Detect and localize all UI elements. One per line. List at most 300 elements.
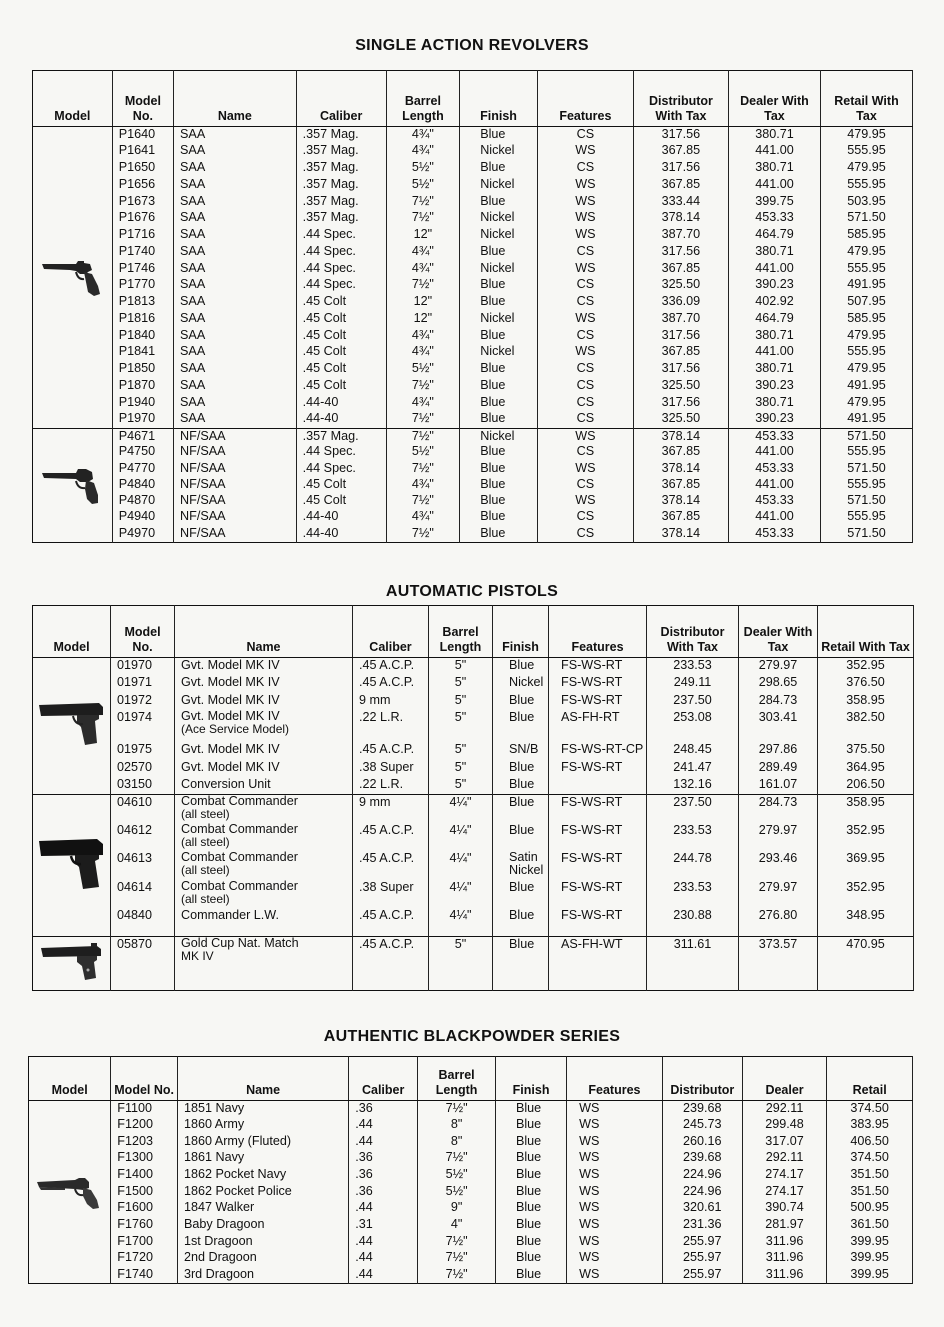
retail-price: 382.50	[818, 710, 914, 742]
barrel-length: 7½"	[418, 1150, 496, 1167]
model-number: P1676	[112, 210, 173, 227]
model-name: Gvt. Model MK IV	[175, 742, 353, 760]
retail-price: 555.95	[820, 143, 912, 160]
barrel-length: 7½"	[386, 526, 460, 542]
features: WS	[567, 1184, 663, 1201]
finish: Nickel	[493, 675, 549, 693]
retail-price: 571.50	[820, 493, 912, 509]
features: CS	[537, 244, 633, 261]
revolvers-title: SINGLE ACTION REVOLVERS	[355, 37, 589, 54]
table-row	[33, 361, 913, 378]
caliber: .45 A.C.P.	[353, 742, 429, 760]
table-row	[33, 177, 913, 194]
model-number: P4750	[112, 444, 173, 460]
model-name: Gvt. Model MK IV	[175, 658, 353, 676]
model-name-note: MK IV	[181, 948, 214, 963]
features: WS	[567, 1101, 663, 1118]
table-row	[33, 127, 913, 144]
dealer-price: 281.97	[742, 1217, 827, 1234]
model-name: 1862 Pocket Police	[177, 1184, 348, 1201]
barrel-length: 5½"	[418, 1184, 496, 1201]
finish: Blue	[495, 1250, 566, 1267]
features: WS	[537, 311, 633, 328]
caliber: .44-40	[296, 395, 386, 412]
distributor-price: 233.53	[647, 823, 739, 851]
model-name: 3rd Dragoon	[177, 1267, 348, 1284]
model-name: NF/SAA	[174, 477, 297, 493]
table-row	[29, 1117, 913, 1134]
caliber: .36	[349, 1167, 418, 1184]
finish: Blue	[460, 361, 538, 378]
retail-price: 399.95	[827, 1234, 913, 1251]
model-name: SAA	[174, 244, 297, 261]
finish: Blue	[493, 936, 549, 990]
features: FS-WS-RT	[549, 851, 647, 879]
table-row	[33, 760, 914, 778]
header-features: Features	[549, 606, 647, 658]
retail-price: 479.95	[820, 361, 912, 378]
dealer-price: 441.00	[728, 143, 820, 160]
features: CS	[537, 526, 633, 542]
dealer-price: 298.65	[739, 675, 818, 693]
finish: Blue	[493, 760, 549, 778]
retail-price: 358.95	[818, 795, 914, 823]
features: WS	[537, 227, 633, 244]
model-name-note: (all steel)	[181, 863, 230, 878]
retail-price: 479.95	[820, 244, 912, 261]
barrel-length: 4¼"	[429, 880, 493, 908]
header-model: Model	[29, 1057, 111, 1101]
header-caliber: Caliber	[353, 606, 429, 658]
dealer-price: 464.79	[728, 311, 820, 328]
distributor-price: 367.85	[633, 261, 728, 278]
distributor-price: 244.78	[647, 851, 739, 879]
finish: Blue	[493, 777, 549, 795]
model-name: 1861 Navy	[177, 1150, 348, 1167]
barrel-length: 5"	[429, 693, 493, 711]
retail-price: 470.95	[818, 936, 914, 990]
table-row	[29, 1150, 913, 1167]
distributor-price: 378.14	[633, 526, 728, 542]
combat-commander-pistol-icon	[37, 833, 107, 897]
table-row	[33, 851, 914, 879]
retail-price: 571.50	[820, 428, 912, 444]
barrel-length: 7½"	[386, 493, 460, 509]
barrel-length: 7½"	[386, 411, 460, 428]
model-number: P1840	[112, 328, 173, 345]
model-name	[175, 823, 353, 851]
dealer-price: 311.96	[742, 1267, 827, 1284]
table-row	[29, 1250, 913, 1267]
dealer-price: 276.80	[739, 908, 818, 936]
model-name-text: Combat Commander	[181, 879, 298, 893]
caliber: .45 Colt	[296, 328, 386, 345]
model-name	[175, 795, 353, 823]
distributor-price: 378.14	[633, 428, 728, 444]
distributor-price: 317.56	[633, 328, 728, 345]
barrel-length: 5"	[429, 675, 493, 693]
finish: Nickel	[460, 227, 538, 244]
dealer-price: 311.96	[742, 1234, 827, 1251]
barrel-length: 7½"	[418, 1234, 496, 1251]
retail-price: 555.95	[820, 444, 912, 460]
model-number: P4940	[112, 509, 173, 525]
table-row	[29, 1101, 913, 1118]
features: WS	[567, 1234, 663, 1251]
features: WS	[537, 344, 633, 361]
model-number: P4870	[112, 493, 173, 509]
header-features: Features	[567, 1057, 663, 1101]
retail-price: 399.95	[827, 1250, 913, 1267]
barrel-length: 4¼"	[429, 823, 493, 851]
retail-price: 348.95	[818, 908, 914, 936]
caliber: .44	[349, 1234, 418, 1251]
retail-price: 352.95	[818, 658, 914, 676]
model-name-text: Combat Commander	[181, 822, 298, 836]
model-number: 04840	[111, 908, 175, 936]
finish: Blue	[493, 693, 549, 711]
table-row	[33, 477, 913, 493]
barrel-length: 7½"	[386, 194, 460, 211]
caliber: .45 A.C.P.	[353, 851, 429, 879]
distributor-price: 367.85	[633, 177, 728, 194]
finish: Nickel	[460, 177, 538, 194]
retail-price: 491.95	[820, 411, 912, 428]
finish: Blue	[495, 1117, 566, 1134]
features: WS	[567, 1267, 663, 1284]
model-name: NF/SAA	[174, 509, 297, 525]
distributor-price: 325.50	[633, 277, 728, 294]
caliber: .36	[349, 1101, 418, 1118]
caliber: .38 Super	[353, 760, 429, 778]
finish: Blue	[460, 411, 538, 428]
finish: Blue	[460, 277, 538, 294]
caliber: .36	[349, 1150, 418, 1167]
model-name	[175, 851, 353, 879]
finish: Nickel	[460, 428, 538, 444]
dealer-price: 441.00	[728, 509, 820, 525]
retail-price: 361.50	[827, 1217, 913, 1234]
barrel-length: 4¼"	[429, 795, 493, 823]
distributor-price: 387.70	[633, 227, 728, 244]
distributor-price: 248.45	[647, 742, 739, 760]
dealer-price: 380.71	[728, 244, 820, 261]
features: WS	[537, 194, 633, 211]
features: FS-WS-RT	[549, 693, 647, 711]
model-number: P1746	[112, 261, 173, 278]
header-barrel: Barrel Length	[418, 1057, 496, 1101]
finish: Blue	[495, 1167, 566, 1184]
model-number: F1720	[111, 1250, 178, 1267]
barrel-length: 4¾"	[386, 509, 460, 525]
distributor-price: 224.96	[662, 1167, 742, 1184]
dealer-price: 441.00	[728, 261, 820, 278]
dealer-price: 390.74	[742, 1200, 827, 1217]
table-row	[29, 1217, 913, 1234]
model-name: Gvt. Model MK IV	[175, 760, 353, 778]
model-number: F1200	[111, 1117, 178, 1134]
model-number: P1640	[112, 127, 173, 144]
finish: Blue	[460, 395, 538, 412]
model-name-text: Combat Commander	[181, 794, 298, 808]
dealer-price: 274.17	[742, 1167, 827, 1184]
barrel-length: 4¼"	[429, 908, 493, 936]
model-name: 1851 Navy	[177, 1101, 348, 1118]
model-name: 1860 Army (Fluted)	[177, 1134, 348, 1151]
retail-price: 479.95	[820, 395, 912, 412]
dealer-price: 399.75	[728, 194, 820, 211]
new-frontier-revolver-icon	[40, 459, 104, 511]
distributor-price: 325.50	[633, 378, 728, 395]
model-image-cell	[33, 127, 113, 429]
revolvers-table	[32, 70, 913, 543]
retail-price: 352.95	[818, 823, 914, 851]
model-name: Gvt. Model MK IV	[175, 675, 353, 693]
finish-text: Satin	[509, 851, 538, 865]
model-number: P1870	[112, 378, 173, 395]
retail-price: 585.95	[820, 311, 912, 328]
model-number: P1716	[112, 227, 173, 244]
features: CS	[537, 127, 633, 144]
barrel-length: 12"	[386, 227, 460, 244]
model-image-cell	[29, 1101, 111, 1284]
caliber: .44 Spec.	[296, 227, 386, 244]
model-number: 02570	[111, 760, 175, 778]
features: WS	[537, 428, 633, 444]
dealer-price: 317.07	[742, 1134, 827, 1151]
finish: Blue	[460, 461, 538, 477]
table-row	[33, 493, 913, 509]
pistols-title: AUTOMATIC PISTOLS	[385, 583, 559, 600]
finish: Blue	[460, 160, 538, 177]
features: FS-WS-RT	[549, 823, 647, 851]
barrel-length: 7½"	[386, 378, 460, 395]
retail-price: 555.95	[820, 261, 912, 278]
retail-price: 352.95	[818, 880, 914, 908]
header-finish: Finish	[495, 1057, 566, 1101]
header-dealer: Dealer	[742, 1057, 827, 1101]
caliber: .44-40	[296, 411, 386, 428]
header-retail: Retail With Tax	[820, 71, 912, 127]
barrel-length: 12"	[386, 311, 460, 328]
header-distributor: Distributor With Tax	[647, 606, 739, 658]
retail-price: 374.50	[827, 1150, 913, 1167]
features: CS	[537, 160, 633, 177]
table-row	[33, 675, 914, 693]
barrel-length: 5½"	[418, 1167, 496, 1184]
pistols-table	[32, 605, 914, 991]
finish: Blue	[493, 795, 549, 823]
dealer-price: 441.00	[728, 477, 820, 493]
table-row	[33, 244, 913, 261]
model-name: SAA	[174, 177, 297, 194]
barrel-length: 8"	[418, 1134, 496, 1151]
features: CS	[537, 444, 633, 460]
header-dealer: Dealer With Tax	[728, 71, 820, 127]
retail-price: 555.95	[820, 477, 912, 493]
header-caliber: Caliber	[296, 71, 386, 127]
model-name	[175, 880, 353, 908]
distributor-price: 317.56	[633, 160, 728, 177]
model-name-note: (all steel)	[181, 834, 230, 849]
header-distributor: Distributor	[662, 1057, 742, 1101]
dealer-price: 274.17	[742, 1184, 827, 1201]
barrel-length: 7½"	[418, 1250, 496, 1267]
model-name: NF/SAA	[174, 444, 297, 460]
barrel-length: 5"	[429, 777, 493, 795]
dealer-price: 289.49	[739, 760, 818, 778]
barrel-length: 5½"	[386, 444, 460, 460]
distributor-price: 237.50	[647, 795, 739, 823]
retail-price: 555.95	[820, 177, 912, 194]
dealer-price: 453.33	[728, 210, 820, 227]
table-row	[33, 444, 913, 460]
model-name: NF/SAA	[174, 461, 297, 477]
features	[549, 777, 647, 795]
caliber: .45 A.C.P.	[353, 675, 429, 693]
model-name: NF/SAA	[174, 493, 297, 509]
distributor-price: 233.53	[647, 880, 739, 908]
barrel-length: 5½"	[386, 177, 460, 194]
finish: Blue	[460, 378, 538, 395]
finish: Nickel	[460, 261, 538, 278]
barrel-length: 4"	[418, 1217, 496, 1234]
finish: Blue	[493, 710, 549, 742]
caliber: .44	[349, 1117, 418, 1134]
retail-price: 585.95	[820, 227, 912, 244]
features: WS	[537, 143, 633, 160]
dealer-price: 292.11	[742, 1150, 827, 1167]
distributor-price: 224.96	[662, 1184, 742, 1201]
header-barrel: Barrel Length	[386, 71, 460, 127]
finish: Nickel	[460, 311, 538, 328]
model-number: P1770	[112, 277, 173, 294]
header-retail: Retail With Tax	[818, 606, 914, 658]
retail-price: 383.95	[827, 1117, 913, 1134]
caliber: .44	[349, 1250, 418, 1267]
distributor-price: 367.85	[633, 509, 728, 525]
table-row	[29, 1167, 913, 1184]
dealer-price: 380.71	[728, 328, 820, 345]
model-number: 01972	[111, 693, 175, 711]
table-row	[33, 880, 914, 908]
header-model: Model	[33, 71, 113, 127]
features: CS	[537, 509, 633, 525]
model-name: SAA	[174, 160, 297, 177]
caliber: .45 A.C.P.	[353, 823, 429, 851]
retail-price: 571.50	[820, 526, 912, 542]
retail-price: 399.95	[827, 1267, 913, 1284]
barrel-length: 5"	[429, 936, 493, 990]
retail-price: 369.95	[818, 851, 914, 879]
dealer-price: 279.97	[739, 880, 818, 908]
caliber: .38 Super	[353, 880, 429, 908]
model-name: 1862 Pocket Navy	[177, 1167, 348, 1184]
distributor-price: 367.85	[633, 143, 728, 160]
model-name-text: Combat Commander	[181, 851, 298, 865]
caliber: .44 Spec.	[296, 244, 386, 261]
finish: Blue	[460, 509, 538, 525]
gold-cup-pistol-icon	[39, 940, 105, 986]
model-number: P1940	[112, 395, 173, 412]
model-number: P1850	[112, 361, 173, 378]
dealer-price: 284.73	[739, 693, 818, 711]
table-row	[33, 294, 913, 311]
retail-price: 555.95	[820, 344, 912, 361]
features: AS-FH-RT	[549, 710, 647, 742]
dealer-price: 297.86	[739, 742, 818, 760]
barrel-length: 7½"	[418, 1101, 496, 1118]
features: CS	[537, 328, 633, 345]
table-row	[33, 328, 913, 345]
table-row	[33, 411, 913, 428]
model-number: F1740	[111, 1267, 178, 1284]
finish-text-2: Nickel	[509, 863, 544, 878]
table-row	[33, 143, 913, 160]
caliber: .45 Colt	[296, 361, 386, 378]
dealer-price: 453.33	[728, 428, 820, 444]
finish: Blue	[495, 1134, 566, 1151]
finish: Blue	[495, 1200, 566, 1217]
model-number: P1816	[112, 311, 173, 328]
model-name: SAA	[174, 378, 297, 395]
caliber: .22 L.R.	[353, 777, 429, 795]
caliber: .36	[349, 1184, 418, 1201]
caliber: .357 Mag.	[296, 160, 386, 177]
header-name: Name	[174, 71, 297, 127]
finish: Nickel	[460, 344, 538, 361]
table-row	[33, 428, 913, 444]
model-image-cell	[33, 795, 111, 937]
distributor-price: 253.08	[647, 710, 739, 742]
retail-price: 479.95	[820, 127, 912, 144]
finish: Blue	[495, 1234, 566, 1251]
features: WS	[567, 1150, 663, 1167]
barrel-length: 4¾"	[386, 477, 460, 493]
model-number: P1740	[112, 244, 173, 261]
model-name: NF/SAA	[174, 526, 297, 542]
features: FS-WS-RT	[549, 880, 647, 908]
features: FS-WS-RT-CP	[549, 742, 647, 760]
dealer-price: 161.07	[739, 777, 818, 795]
barrel-length: 5"	[429, 742, 493, 760]
dealer-price: 453.33	[728, 461, 820, 477]
barrel-length: 4¾"	[386, 127, 460, 144]
model-image-cell	[33, 658, 111, 795]
dealer-price: 311.96	[742, 1250, 827, 1267]
header-features: Features	[537, 71, 633, 127]
table-row	[33, 795, 914, 823]
table-row	[33, 277, 913, 294]
barrel-length: 4¾"	[386, 261, 460, 278]
distributor-price: 311.61	[647, 936, 739, 990]
features: FS-WS-RT	[549, 675, 647, 693]
features: WS	[537, 177, 633, 194]
model-number: 04614	[111, 880, 175, 908]
model-name-text: Gvt. Model MK IV	[181, 710, 280, 723]
header-model: Model	[33, 606, 111, 658]
model-name: SAA	[174, 277, 297, 294]
dealer-price: 293.46	[739, 851, 818, 879]
model-number: P4970	[112, 526, 173, 542]
retail-price: 351.50	[827, 1184, 913, 1201]
distributor-price: 367.85	[633, 344, 728, 361]
distributor-price: 325.50	[633, 411, 728, 428]
distributor-price: 239.68	[662, 1101, 742, 1118]
table-row	[33, 509, 913, 525]
distributor-price: 317.56	[633, 244, 728, 261]
model-number: 01971	[111, 675, 175, 693]
